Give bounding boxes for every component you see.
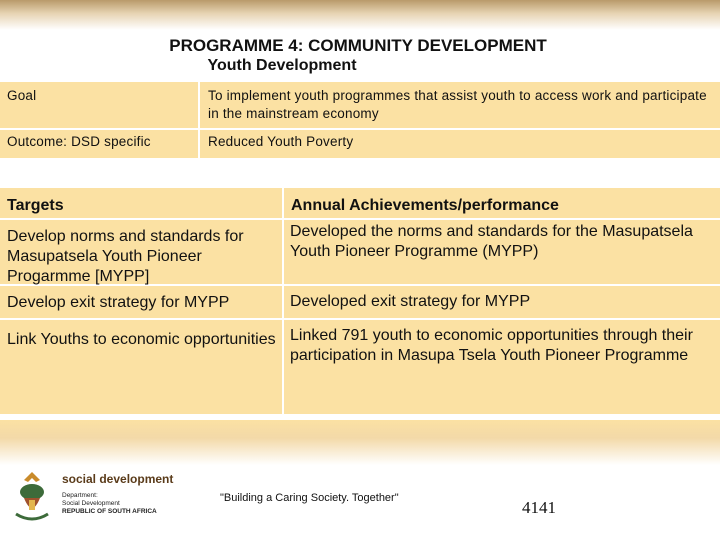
footer-decorative-band: [0, 420, 720, 465]
table-row-achievement: Developed exit strategy for MYPP: [290, 293, 531, 310]
table-row-target: Develop exit strategy for MYPP: [7, 294, 230, 311]
outcome-value: Reduced Youth Poverty: [208, 134, 354, 149]
targets-header: Targets: [7, 197, 64, 214]
coat-of-arms-icon: [10, 468, 54, 524]
table-row-target: Link Youths to economic opportunities: [7, 331, 276, 348]
top-decorative-band: [0, 0, 720, 30]
department-name: Department: Social Development REPUBLIC OF SOUTH AFRICA: [62, 492, 157, 515]
table-row-achievement: Developed the norms and standards for the Masupatsela Youth Pioneer Programme (MYPP): [290, 223, 693, 260]
page-subtitle: Youth Development: [207, 57, 357, 74]
table-row-achievement: Linked 791 youth to economic opportunities through their participation in Masupa Tsela Youth Pioneer Programme: [290, 327, 693, 364]
goal-value: To implement youth programmes that assist youth to access work and participate in the mainstream economy: [208, 88, 707, 121]
achievements-header: Annual Achievements/performance: [291, 197, 559, 214]
info-table: [0, 82, 720, 158]
page-title: PROGRAMME 4: COMMUNITY DEVELOPMENT: [169, 36, 547, 55]
brand-name: social development: [62, 472, 174, 486]
table-row-target: Develop norms and standards for Masupatsela Youth Pioneer Progarmme [MYPP]: [7, 228, 244, 285]
outcome-label: Outcome: DSD specific: [7, 134, 151, 149]
page-number: 4141: [522, 498, 556, 517]
goal-label: Goal: [7, 88, 37, 103]
slogan: "Building a Caring Society. Together": [220, 492, 399, 504]
